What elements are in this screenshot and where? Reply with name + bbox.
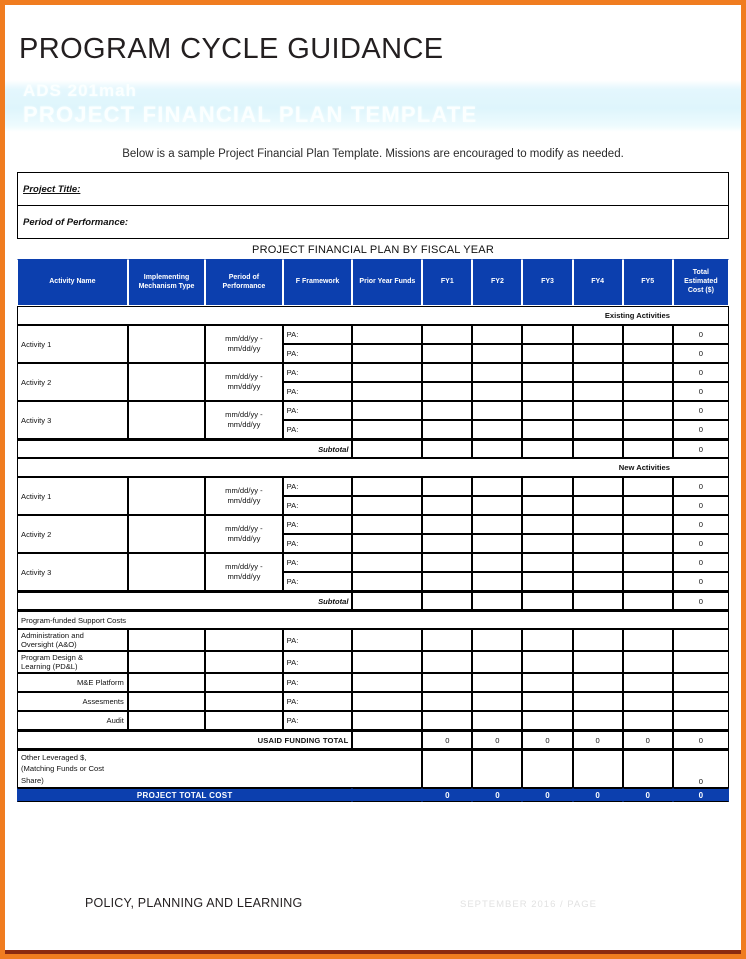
new-activity-2-a-funds-1[interactable] <box>352 515 422 534</box>
meta-table <box>17 172 729 239</box>
label-line-1: Audit <box>106 716 124 725</box>
existing-activity-3-row-a <box>17 401 729 420</box>
support-row-3-funds-1[interactable] <box>352 673 422 692</box>
existing-subtotal-funds-3[interactable] <box>472 439 522 458</box>
new-activity-1-mechanism[interactable] <box>128 477 205 515</box>
project-total-cost-value-4: 0 <box>573 788 623 802</box>
new-activity-2-a-funds-3[interactable] <box>472 515 522 534</box>
existing-activity-1-a-funds-5[interactable] <box>573 325 623 344</box>
existing-activity-3-dates[interactable] <box>205 401 282 439</box>
support-row-1-funds-3[interactable] <box>472 629 522 651</box>
support-row-2-label[interactable] <box>17 651 128 673</box>
existing-activity-3-b-funds-1[interactable] <box>352 420 422 439</box>
leveraged-line-3: Share) <box>21 775 44 785</box>
existing-activity-1-b-funds-2[interactable] <box>422 344 472 363</box>
existing-activity-2-mechanism[interactable] <box>128 363 205 401</box>
new-activity-1-total-b: 0 <box>673 496 729 515</box>
support-row-1-funds-1[interactable] <box>352 629 422 651</box>
col-f-framework: F Framework <box>283 259 353 306</box>
date-start: mm/dd/yy - <box>225 409 263 419</box>
page-footer <box>5 890 741 924</box>
financial-plan-table <box>17 259 729 802</box>
support-row-4-pa[interactable]: PA: <box>283 692 353 711</box>
existing-subtotal-funds-4[interactable] <box>522 439 572 458</box>
usaid-funding-total-value-1: 0 <box>422 730 472 749</box>
date-end: mm/dd/yy <box>227 496 261 505</box>
usaid-funding-total-label: USAID FUNDING TOTAL <box>17 730 352 749</box>
support-row-2-funds-3[interactable] <box>472 651 522 673</box>
faded-banner-line-1: ADS 201mah <box>23 81 137 100</box>
existing-activity-1-row-a <box>17 325 729 344</box>
new-subtotal-funds-4[interactable] <box>522 591 572 610</box>
support-costs-header <box>17 610 729 629</box>
label-line-1: M&E Platform <box>76 678 124 687</box>
support-row-5-total[interactable] <box>673 711 729 730</box>
existing-activity-3-total-a: 0 <box>673 401 729 420</box>
new-activity-1-a-funds-1[interactable] <box>352 477 422 496</box>
support-row-2 <box>17 651 729 673</box>
existing-activity-3-b-funds-6[interactable] <box>623 420 673 439</box>
existing-subtotal-label: Subtotal <box>17 439 352 458</box>
col-total-estimated-cost: Total Estimated Cost ($) <box>673 259 729 306</box>
existing-activity-2-b-funds-5[interactable] <box>573 382 623 401</box>
project-total-cost-label: PROJECT TOTAL COST <box>17 788 352 802</box>
new-activity-1-b-funds-6[interactable] <box>623 496 673 515</box>
existing-activity-1-total-b: 0 <box>673 344 729 363</box>
new-activity-2-pa-2[interactable]: PA: <box>283 534 353 553</box>
support-row-2-funds-6[interactable] <box>623 651 673 673</box>
new-activity-2-name[interactable]: Activity 2 <box>17 515 128 553</box>
existing-activity-2-b-funds-3[interactable] <box>472 382 522 401</box>
new-activity-3-name[interactable]: Activity 3 <box>17 553 128 591</box>
new-activity-3-total-b: 0 <box>673 572 729 591</box>
col-prior-year-funds: Prior Year Funds <box>352 259 422 306</box>
section-title-existing: Existing Activities <box>17 306 729 325</box>
existing-activity-2-pa-1[interactable]: PA: <box>283 363 353 382</box>
existing-subtotal-funds-2[interactable] <box>422 439 472 458</box>
new-activity-1-b-funds-2[interactable] <box>422 496 472 515</box>
new-activity-2-a-funds-6[interactable] <box>623 515 673 534</box>
other-leveraged-funds-3[interactable] <box>522 749 572 788</box>
new-activity-1-b-funds-1[interactable] <box>352 496 422 515</box>
other-leveraged-funds-2[interactable] <box>472 749 522 788</box>
section-title-new: New Activities <box>17 458 729 477</box>
date-end: mm/dd/yy <box>227 344 261 353</box>
new-activity-3-b-funds-2[interactable] <box>422 572 472 591</box>
support-row-2-total[interactable] <box>673 651 729 673</box>
date-end: mm/dd/yy <box>227 572 261 581</box>
existing-activity-3-pa-2[interactable]: PA: <box>283 420 353 439</box>
existing-subtotal-funds-1[interactable] <box>352 439 422 458</box>
support-row-1-period[interactable] <box>205 629 282 651</box>
support-row-5-funds-5[interactable] <box>573 711 623 730</box>
new-activity-2-pa-1[interactable]: PA: <box>283 515 353 534</box>
support-row-3-funds-5[interactable] <box>573 673 623 692</box>
new-activity-2-b-funds-5[interactable] <box>573 534 623 553</box>
new-activity-3-b-funds-5[interactable] <box>573 572 623 591</box>
support-row-3 <box>17 673 729 692</box>
support-row-4-funds-2[interactable] <box>422 692 472 711</box>
table-body <box>17 306 729 802</box>
existing-activity-2-name[interactable]: Activity 2 <box>17 363 128 401</box>
support-row-3-label[interactable] <box>17 673 128 692</box>
support-row-3-pa[interactable]: PA: <box>283 673 353 692</box>
faded-banner-line-2: PROJECT FINANCIAL PLAN TEMPLATE <box>23 102 478 127</box>
project-total-cost-value-6: 0 <box>673 788 729 802</box>
usaid-funding-total-value-4: 0 <box>573 730 623 749</box>
support-row-1-funds-4[interactable] <box>522 629 572 651</box>
page-title: PROGRAM CYCLE GUIDANCE <box>19 33 444 65</box>
new-subtotal-funds-2[interactable] <box>422 591 472 610</box>
support-row-1-funds-6[interactable] <box>623 629 673 651</box>
new-subtotal-total: 0 <box>673 591 729 610</box>
support-row-1-total[interactable] <box>673 629 729 651</box>
support-row-4-mechanism[interactable] <box>128 692 205 711</box>
existing-activity-2-a-funds-1[interactable] <box>352 363 422 382</box>
page-inner <box>5 5 741 954</box>
new-activity-2-a-funds-2[interactable] <box>422 515 472 534</box>
new-activity-1-b-funds-4[interactable] <box>522 496 572 515</box>
new-activity-2-a-funds-5[interactable] <box>573 515 623 534</box>
support-row-4-funds-3[interactable] <box>472 692 522 711</box>
support-row-2-funds-5[interactable] <box>573 651 623 673</box>
support-row-4-funds-1[interactable] <box>352 692 422 711</box>
existing-activity-1-name[interactable]: Activity 1 <box>17 325 128 363</box>
existing-subtotal-funds-6[interactable] <box>623 439 673 458</box>
support-row-3-mechanism[interactable] <box>128 673 205 692</box>
usaid-funding-total-value-5: 0 <box>623 730 673 749</box>
support-row-1 <box>17 629 729 651</box>
support-row-5-funds-6[interactable] <box>623 711 673 730</box>
new-activity-1-dates[interactable] <box>205 477 282 515</box>
period-label: Period of Performance: <box>23 216 129 228</box>
new-subtotal-funds-5[interactable] <box>573 591 623 610</box>
new-activity-3-a-funds-2[interactable] <box>422 553 472 572</box>
existing-activity-1-pa-2[interactable]: PA: <box>283 344 353 363</box>
existing-activity-2-b-funds-4[interactable] <box>522 382 572 401</box>
existing-subtotal-total: 0 <box>673 439 729 458</box>
existing-subtotal-row <box>17 439 729 458</box>
support-row-5-funds-3[interactable] <box>472 711 522 730</box>
new-activity-3-b-funds-6[interactable] <box>623 572 673 591</box>
support-row-4-funds-6[interactable] <box>623 692 673 711</box>
project-title-label: Project Title: <box>23 183 81 195</box>
label-line-1: Program Design & <box>21 653 84 662</box>
header-row <box>17 259 729 306</box>
support-row-3-funds-3[interactable] <box>472 673 522 692</box>
leveraged-line-2: (Matching Funds or Cost <box>21 764 105 774</box>
existing-activity-1-b-funds-4[interactable] <box>522 344 572 363</box>
date-start: mm/dd/yy - <box>225 523 263 533</box>
existing-activity-3-a-funds-2[interactable] <box>422 401 472 420</box>
existing-activity-1-dates[interactable] <box>205 325 282 363</box>
leveraged-line-1: Other Leveraged $, <box>21 753 87 762</box>
col-fy1: FY1 <box>422 259 472 306</box>
new-activity-3-b-funds-4[interactable] <box>522 572 572 591</box>
new-activity-1-b-funds-3[interactable] <box>472 496 522 515</box>
period-cell[interactable] <box>18 206 729 239</box>
support-row-2-funds-1[interactable] <box>352 651 422 673</box>
new-activity-1-total-a: 0 <box>673 477 729 496</box>
footer-office: POLICY, PLANNING AND LEARNING <box>85 896 303 910</box>
new-activity-1-a-funds-6[interactable] <box>623 477 673 496</box>
new-activity-1-pa-2[interactable]: PA: <box>283 496 353 515</box>
new-activity-1-b-funds-5[interactable] <box>573 496 623 515</box>
support-row-4-label[interactable] <box>17 692 128 711</box>
existing-activity-3-a-funds-5[interactable] <box>573 401 623 420</box>
new-activity-1-a-funds-2[interactable] <box>422 477 472 496</box>
other-leveraged-total: 0 <box>673 749 729 788</box>
existing-activity-3-b-funds-2[interactable] <box>422 420 472 439</box>
new-activity-2-row-a <box>17 515 729 534</box>
new-activity-2-dates[interactable] <box>205 515 282 553</box>
project-title-cell[interactable] <box>18 173 729 206</box>
date-start: mm/dd/yy - <box>225 371 263 381</box>
support-row-3-period[interactable] <box>205 673 282 692</box>
new-subtotal-funds-1[interactable] <box>352 591 422 610</box>
new-activity-3-pa-2[interactable]: PA: <box>283 572 353 591</box>
period-row <box>18 206 729 239</box>
support-row-3-total[interactable] <box>673 673 729 692</box>
new-activity-3-total-a: 0 <box>673 553 729 572</box>
existing-activity-1-pa-1[interactable]: PA: <box>283 325 353 344</box>
other-leveraged-funds-1[interactable] <box>422 749 472 788</box>
usaid-funding-total-row <box>17 730 729 749</box>
support-row-3-funds-6[interactable] <box>623 673 673 692</box>
existing-activity-3-name[interactable]: Activity 3 <box>17 401 128 439</box>
section-header-existing <box>17 306 729 325</box>
existing-activity-3-a-funds-6[interactable] <box>623 401 673 420</box>
support-row-2-funds-2[interactable] <box>422 651 472 673</box>
support-row-4-total[interactable] <box>673 692 729 711</box>
date-start: mm/dd/yy - <box>225 485 263 495</box>
new-activity-3-b-funds-3[interactable] <box>472 572 522 591</box>
new-activity-2-mechanism[interactable] <box>128 515 205 553</box>
existing-activity-2-b-funds-1[interactable] <box>352 382 422 401</box>
project-total-cost-value-1: 0 <box>422 788 472 802</box>
support-row-5-period[interactable] <box>205 711 282 730</box>
support-row-1-mechanism[interactable] <box>128 629 205 651</box>
new-subtotal-label: Subtotal <box>17 591 352 610</box>
support-row-2-funds-4[interactable] <box>522 651 572 673</box>
existing-activity-2-a-funds-3[interactable] <box>472 363 522 382</box>
support-row-1-label[interactable] <box>17 629 128 651</box>
support-row-5-mechanism[interactable] <box>128 711 205 730</box>
support-row-3-funds-4[interactable] <box>522 673 572 692</box>
support-row-5 <box>17 711 729 730</box>
section-header-new <box>17 458 729 477</box>
usaid-funding-total-value-6: 0 <box>673 730 729 749</box>
new-activity-1-a-funds-4[interactable] <box>522 477 572 496</box>
col-fy5: FY5 <box>623 259 673 306</box>
project-total-cost-value-2: 0 <box>472 788 522 802</box>
new-subtotal-row <box>17 591 729 610</box>
table-head <box>17 259 729 306</box>
col-activity-name: Activity Name <box>17 259 128 306</box>
other-leveraged-label[interactable] <box>17 749 422 788</box>
support-row-1-funds-5[interactable] <box>573 629 623 651</box>
new-activity-1-pa-1[interactable]: PA: <box>283 477 353 496</box>
existing-activity-3-a-funds-3[interactable] <box>472 401 522 420</box>
new-activity-1-row-a <box>17 477 729 496</box>
existing-activity-1-a-funds-4[interactable] <box>522 325 572 344</box>
existing-activity-2-b-funds-6[interactable] <box>623 382 673 401</box>
col-period-of-performance: Period of Performance <box>205 259 282 306</box>
new-activity-2-total-b: 0 <box>673 534 729 553</box>
label-line-2: Learning (PD&L) <box>21 662 78 671</box>
existing-activity-1-b-funds-6[interactable] <box>623 344 673 363</box>
faded-banner <box>5 80 741 132</box>
support-row-4-period[interactable] <box>205 692 282 711</box>
support-row-5-funds-4[interactable] <box>522 711 572 730</box>
new-activity-3-a-funds-1[interactable] <box>352 553 422 572</box>
new-activity-3-pa-1[interactable]: PA: <box>283 553 353 572</box>
new-subtotal-funds-3[interactable] <box>472 591 522 610</box>
support-row-1-pa[interactable]: PA: <box>283 629 353 651</box>
support-row-4-funds-5[interactable] <box>573 692 623 711</box>
existing-activity-2-b-funds-2[interactable] <box>422 382 472 401</box>
existing-activity-1-b-funds-1[interactable] <box>352 344 422 363</box>
existing-activity-1-a-funds-1[interactable] <box>352 325 422 344</box>
new-activity-2-b-funds-1[interactable] <box>352 534 422 553</box>
support-row-5-label[interactable] <box>17 711 128 730</box>
label-line-1: Administration and <box>21 631 84 640</box>
new-activity-2-total-a: 0 <box>673 515 729 534</box>
existing-activity-1-a-funds-2[interactable] <box>422 325 472 344</box>
existing-activity-1-b-funds-3[interactable] <box>472 344 522 363</box>
new-activity-3-a-funds-6[interactable] <box>623 553 673 572</box>
existing-activity-3-b-funds-3[interactable] <box>472 420 522 439</box>
usaid-funding-total-value-3: 0 <box>522 730 572 749</box>
new-activity-3-row-a <box>17 553 729 572</box>
support-row-4-funds-4[interactable] <box>522 692 572 711</box>
existing-activity-2-total-a: 0 <box>673 363 729 382</box>
existing-activity-2-a-funds-4[interactable] <box>522 363 572 382</box>
existing-activity-2-row-a <box>17 363 729 382</box>
support-row-2-pa[interactable]: PA: <box>283 651 353 673</box>
col-fy2: FY2 <box>472 259 522 306</box>
new-activity-2-b-funds-4[interactable] <box>522 534 572 553</box>
new-activity-3-b-funds-1[interactable] <box>352 572 422 591</box>
label-line-2: Oversight (A&O) <box>21 640 77 649</box>
existing-activity-1-mechanism[interactable] <box>128 325 205 363</box>
support-row-1-funds-2[interactable] <box>422 629 472 651</box>
existing-activity-1-b-funds-5[interactable] <box>573 344 623 363</box>
other-leveraged-funds-5[interactable] <box>623 749 673 788</box>
footer-date-page: SEPTEMBER 2016 / PAGE <box>460 899 597 910</box>
support-row-2-period[interactable] <box>205 651 282 673</box>
col-implementing-mechanism-type: Implementing Mechanism Type <box>128 259 205 306</box>
existing-activity-3-a-funds-1[interactable] <box>352 401 422 420</box>
existing-activity-2-a-funds-6[interactable] <box>623 363 673 382</box>
existing-activity-2-total-b: 0 <box>673 382 729 401</box>
project-total-cost-value-5: 0 <box>623 788 673 802</box>
usaid-funding-total-value-2: 0 <box>472 730 522 749</box>
date-end: mm/dd/yy <box>227 420 261 429</box>
existing-activity-2-a-funds-5[interactable] <box>573 363 623 382</box>
table-banner: PROJECT FINANCIAL PLAN BY FISCAL YEAR <box>252 244 494 256</box>
project-total-cost-value-3: 0 <box>522 788 572 802</box>
col-fy4: FY4 <box>573 259 623 306</box>
other-leveraged-row <box>17 749 729 788</box>
col-fy3: FY3 <box>522 259 572 306</box>
new-activity-3-a-funds-3[interactable] <box>472 553 522 572</box>
existing-activity-3-pa-1[interactable]: PA: <box>283 401 353 420</box>
existing-activity-1-a-funds-6[interactable] <box>623 325 673 344</box>
new-activity-2-b-funds-2[interactable] <box>422 534 472 553</box>
support-row-3-funds-2[interactable] <box>422 673 472 692</box>
new-activity-3-a-funds-4[interactable] <box>522 553 572 572</box>
usaid-funding-total-prior[interactable] <box>352 730 422 749</box>
project-title-row <box>18 173 729 206</box>
existing-activity-3-total-b: 0 <box>673 420 729 439</box>
existing-activity-1-total-a: 0 <box>673 325 729 344</box>
new-activity-3-dates[interactable] <box>205 553 282 591</box>
new-activity-1-a-funds-5[interactable] <box>573 477 623 496</box>
project-total-cost-prior <box>352 788 422 802</box>
existing-activity-3-a-funds-4[interactable] <box>522 401 572 420</box>
existing-activity-2-dates[interactable] <box>205 363 282 401</box>
existing-activity-3-b-funds-5[interactable] <box>573 420 623 439</box>
existing-subtotal-funds-5[interactable] <box>573 439 623 458</box>
tables-container <box>5 172 741 802</box>
existing-activity-1-a-funds-3[interactable] <box>472 325 522 344</box>
new-activity-1-name[interactable]: Activity 1 <box>17 477 128 515</box>
new-activity-2-b-funds-6[interactable] <box>623 534 673 553</box>
new-activity-2-b-funds-3[interactable] <box>472 534 522 553</box>
support-row-5-funds-2[interactable] <box>422 711 472 730</box>
existing-activity-2-pa-2[interactable]: PA: <box>283 382 353 401</box>
new-activity-3-mechanism[interactable] <box>128 553 205 591</box>
new-subtotal-funds-6[interactable] <box>623 591 673 610</box>
support-costs-title: Program-funded Support Costs <box>17 610 729 629</box>
support-row-2-mechanism[interactable] <box>128 651 205 673</box>
date-start: mm/dd/yy - <box>225 333 263 343</box>
support-row-5-pa[interactable]: PA: <box>283 711 353 730</box>
new-activity-3-a-funds-5[interactable] <box>573 553 623 572</box>
support-row-4 <box>17 692 729 711</box>
date-start: mm/dd/yy - <box>225 561 263 571</box>
existing-activity-2-a-funds-2[interactable] <box>422 363 472 382</box>
date-end: mm/dd/yy <box>227 382 261 391</box>
date-end: mm/dd/yy <box>227 534 261 543</box>
other-leveraged-funds-4[interactable] <box>573 749 623 788</box>
intro-text: Below is a sample Project Financial Plan Template. Missions are encouraged to modify as needed. <box>122 148 624 160</box>
project-total-cost-row <box>17 788 729 802</box>
new-activity-2-a-funds-4[interactable] <box>522 515 572 534</box>
new-activity-1-a-funds-3[interactable] <box>472 477 522 496</box>
label-line-1: Assesments <box>82 697 124 706</box>
existing-activity-3-mechanism[interactable] <box>128 401 205 439</box>
support-row-5-funds-1[interactable] <box>352 711 422 730</box>
existing-activity-3-b-funds-4[interactable] <box>522 420 572 439</box>
